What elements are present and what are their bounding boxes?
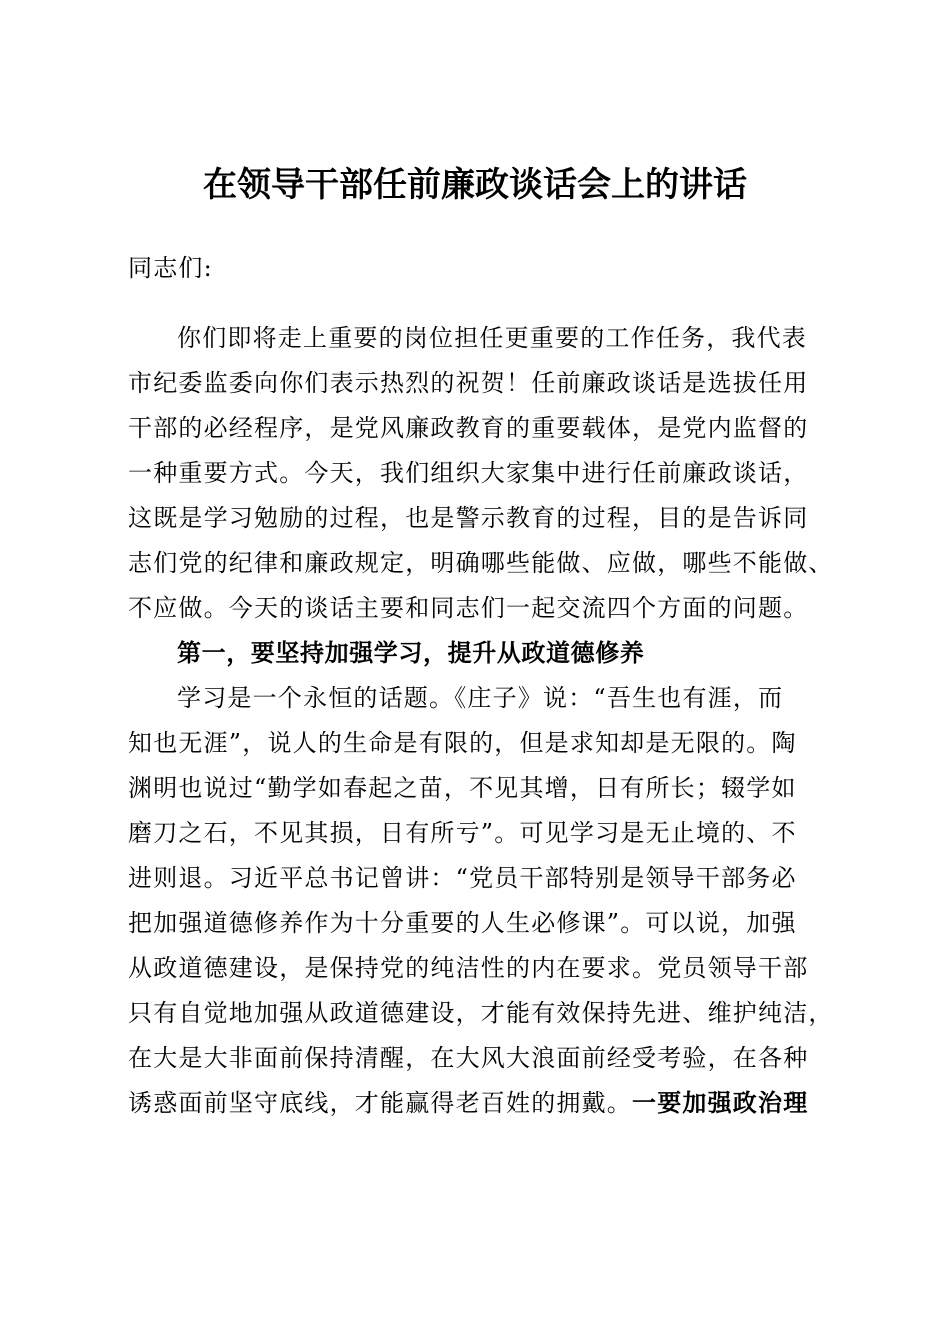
paragraph-line: 这既是学习勉励的过程，也是警示教育的过程，目的是告诉同	[128, 504, 809, 532]
inline-bold-heading: 一要加强政治理	[632, 1089, 809, 1117]
paragraph-line: 干部的必经程序，是党风廉政教育的重要载体，是党内监督的	[128, 414, 809, 442]
paragraph-line: 你们即将走上重要的岗位担任更重要的工作任务，我代表	[177, 324, 807, 352]
greeting: 同志们:	[128, 254, 213, 282]
document-title: 在领导干部任前廉政谈话会上的讲话	[203, 165, 747, 205]
paragraph-line: 只有自觉地加强从政道德建设，才能有效保持先进、维护纯洁，	[128, 999, 834, 1027]
paragraph-line: 渊明也说过“勤学如春起之苗，不见其增，日有所长；辍学如	[128, 774, 797, 802]
paragraph-line: 进则退。习近平总书记曾讲：“党员干部特别是领导干部务必	[128, 864, 797, 892]
paragraph-line	[128, 1081, 808, 1125]
paragraph-line: 知也无涯”，说人的生命是有限的，但是求知却是无限的。陶	[128, 729, 797, 757]
paragraph-line: 一种重要方式。今天，我们组织大家集中进行任前廉政谈话，	[128, 459, 809, 487]
section-heading: 第一，要坚持加强学习，提升从政道德修养	[177, 639, 645, 667]
paragraph-line-text: 诱惑面前坚守底线，才能赢得老百姓的拥戴。	[128, 1089, 632, 1117]
paragraph-line: 从政道德建设，是保持党的纯洁性的内在要求。党员领导干部	[128, 954, 809, 982]
paragraph-line: 在大是大非面前保持清醒，在大风大浪面前经受考验，在各种	[128, 1044, 809, 1072]
paragraph-line: 志们党的纪律和廉政规定，明确哪些能做、应做，哪些不能做、	[128, 549, 834, 577]
paragraph-line: 市纪委监委向你们表示热烈的祝贺！任前廉政谈话是选拔任用	[128, 369, 809, 397]
paragraph-line: 不应做。今天的谈话主要和同志们一起交流四个方面的问题。	[128, 594, 809, 622]
paragraph-line: 把加强道德修养作为十分重要的人生必修课”。可以说，加强	[128, 909, 797, 937]
paragraph-line: 磨刀之石，不见其损，日有所亏”。可见学习是无止境的、不	[128, 819, 797, 847]
paragraph-line: 学习是一个永恒的话题。《庄子》说：“吾生也有涯，而	[177, 684, 784, 712]
